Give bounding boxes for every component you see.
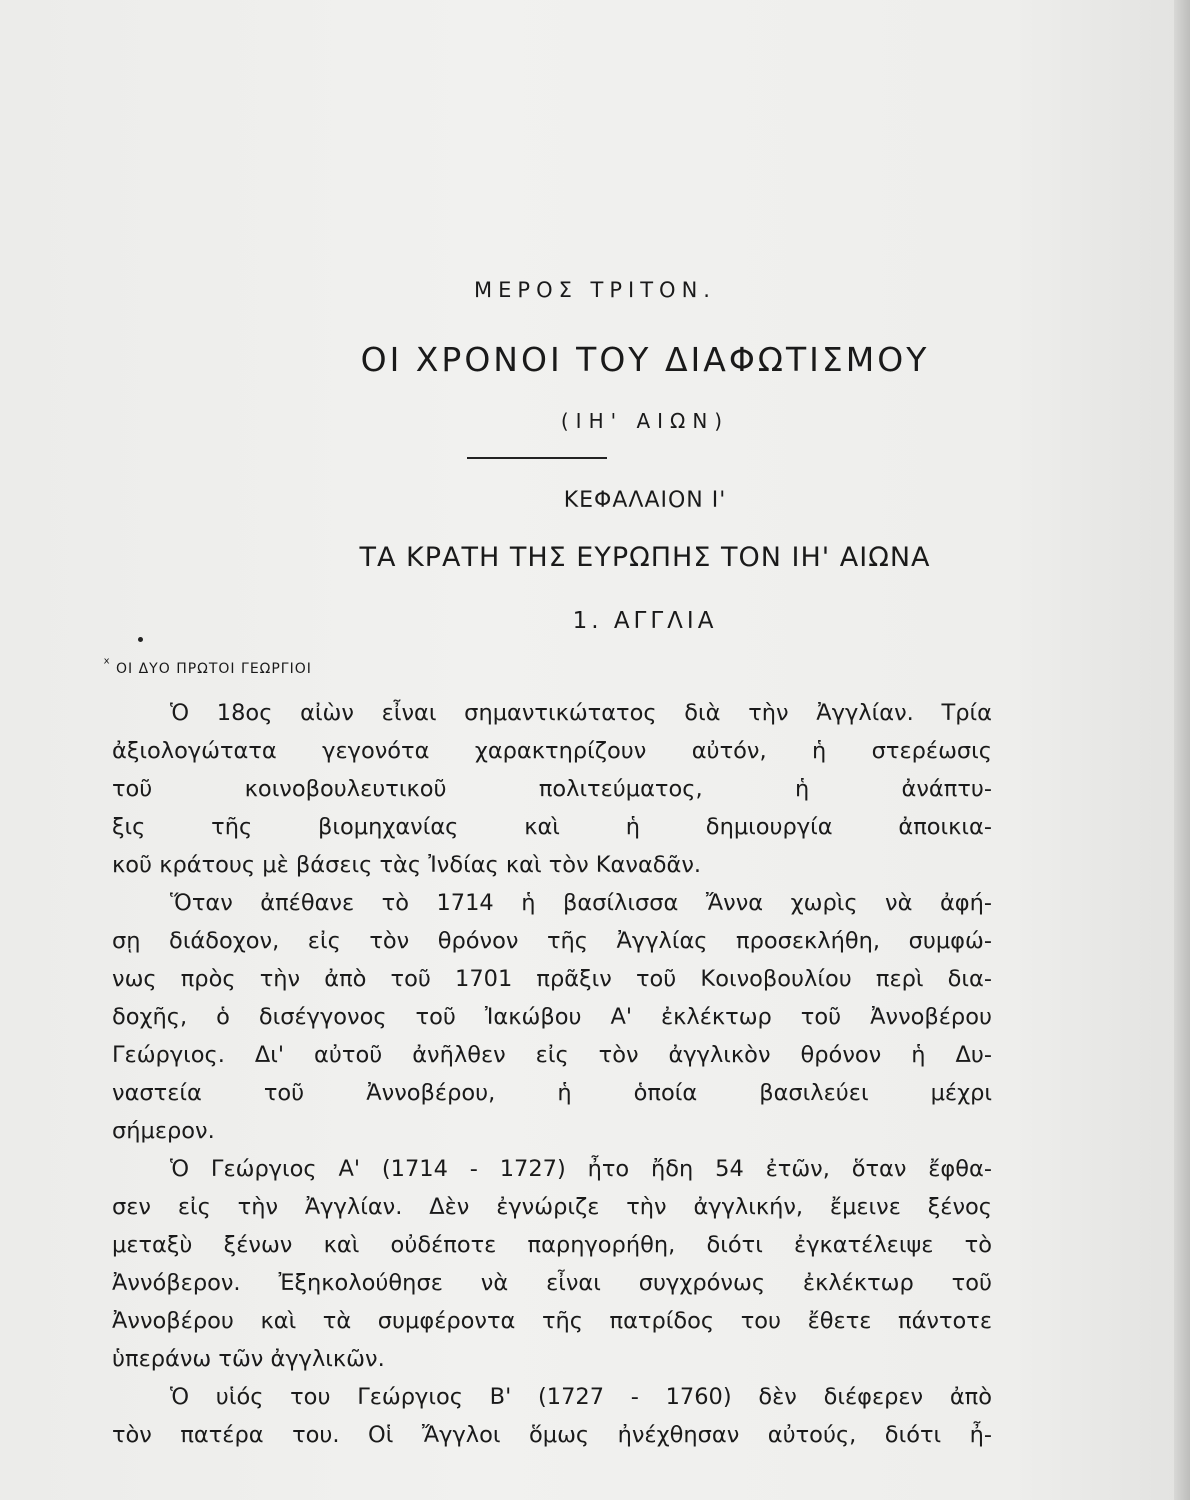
body-line: ὑπεράνω τῶν ἀγγλικῶν.: [112, 1346, 385, 1372]
body-line: Ὅταν ἀπέθανε τὸ 1714 ἡ βασίλισσα Ἄννα χωρὶς νὰ ἀφή-: [170, 890, 992, 916]
body-line: νως πρὸς τὴν ἀπὸ τοῦ 1701 πρᾶξιν τοῦ Κοινοβουλίου περὶ δια-: [112, 966, 992, 992]
body-line: ναστεία τοῦ Ἀννοβέρου, ἡ ὁποία βασιλεύει μέχρι: [112, 1080, 992, 1106]
body-line: Ὁ υἱός του Γεώργιος Β' (1727 - 1760) δὲν διέφερεν ἀπὸ: [170, 1384, 992, 1410]
main-title: ΟΙ ΧΡΟΝΟΙ ΤΟΥ ΔΙΑΦΩΤΙΣΜΟΥ: [360, 340, 930, 379]
body-line: Γεώργιος. Δι' αὐτοῦ ἀνῆλθεν εἰς τὸν ἀγγλικὸν θρόνον ἡ Δυ-: [112, 1042, 992, 1068]
body-line: σῃ διάδοχον, εἰς τὸν θρόνον τῆς Ἀγγλίας προσεκλήθη, συμφώ-: [112, 928, 992, 954]
body-line: τοῦ κοινοβουλευτικοῦ πολιτεύματος, ἡ ἀνάπτυ-: [112, 776, 992, 802]
body-line: δοχῆς, ὁ δισέγγονος τοῦ Ἰακώβου Α' ἐκλέκτωρ τοῦ Ἀννοβέρου: [112, 1004, 992, 1030]
section-heading: 1. ΑΓΓΛΙΑ: [572, 608, 718, 634]
side-heading: ΟΙ ΔΥΟ ΠΡΩΤΟΙ ΓΕΩΡΓΙΟΙ: [116, 661, 312, 677]
page-gutter-shadow: [1174, 0, 1190, 1500]
body-line: ἀξιολογώτατα γεγονότα χαρακτηρίζουν αὐτόν, ἡ στερέωσις: [112, 738, 992, 764]
body-line: Ἀννόβερον. Ἐξηκολούθησε νὰ εἶναι συγχρόνως ἐκλέκτωρ τοῦ: [112, 1270, 992, 1296]
ink-dot: [138, 637, 143, 642]
body-line: σεν εἰς τὴν Ἀγγλίαν. Δὲν ἐγνώριζε τὴν ἀγγλικήν, ἔμεινε ξένος: [112, 1194, 992, 1220]
pencil-mark: ˣ: [103, 654, 111, 673]
century-subtitle: (ΙΗ' ΑΙΩΝ): [560, 409, 730, 433]
chapter-heading: ΚΕΦΑΛΑΙΟΝ Ι': [563, 488, 727, 513]
body-line: Ὁ 18ος αἰὼν εἶναι σημαντικώτατος διὰ τὴν Ἀγγλίαν. Τρία: [170, 700, 992, 726]
body-line: Ἀννοβέρου καὶ τὰ συμφέροντα τῆς πατρίδος του ἔθετε πάντοτε: [112, 1308, 992, 1334]
title-divider: [467, 457, 607, 459]
body-line: σήμερον.: [112, 1118, 215, 1144]
part-heading: ΜΕΡΟΣ ΤΡΙΤΟΝ.: [474, 278, 716, 302]
chapter-title: ΤΑ ΚΡΑΤΗ ΤΗΣ ΕΥΡΩΠΗΣ ΤΟΝ ΙΗ' ΑΙΩΝΑ: [359, 542, 931, 573]
body-line: Ὁ Γεώργιος Α' (1714 - 1727) ἦτο ἤδη 54 ἐτῶν, ὅταν ἔφθα-: [170, 1156, 992, 1182]
body-line: μεταξὺ ξένων καὶ οὐδέποτε παρηγορήθη, διότι ἐγκατέλειψε τὸ: [112, 1232, 992, 1258]
body-line: ξις τῆς βιομηχανίας καὶ ἡ δημιουργία ἀποικια-: [112, 814, 992, 840]
body-line: κοῦ κράτους μὲ βάσεις τὰς Ἰνδίας καὶ τὸν Καναδᾶν.: [112, 852, 702, 878]
body-line: τὸν πατέρα του. Οἱ Ἄγγλοι ὅμως ἠνέχθησαν αὐτούς, διότι ἦ-: [112, 1422, 992, 1448]
body-text: [112, 694, 992, 1454]
